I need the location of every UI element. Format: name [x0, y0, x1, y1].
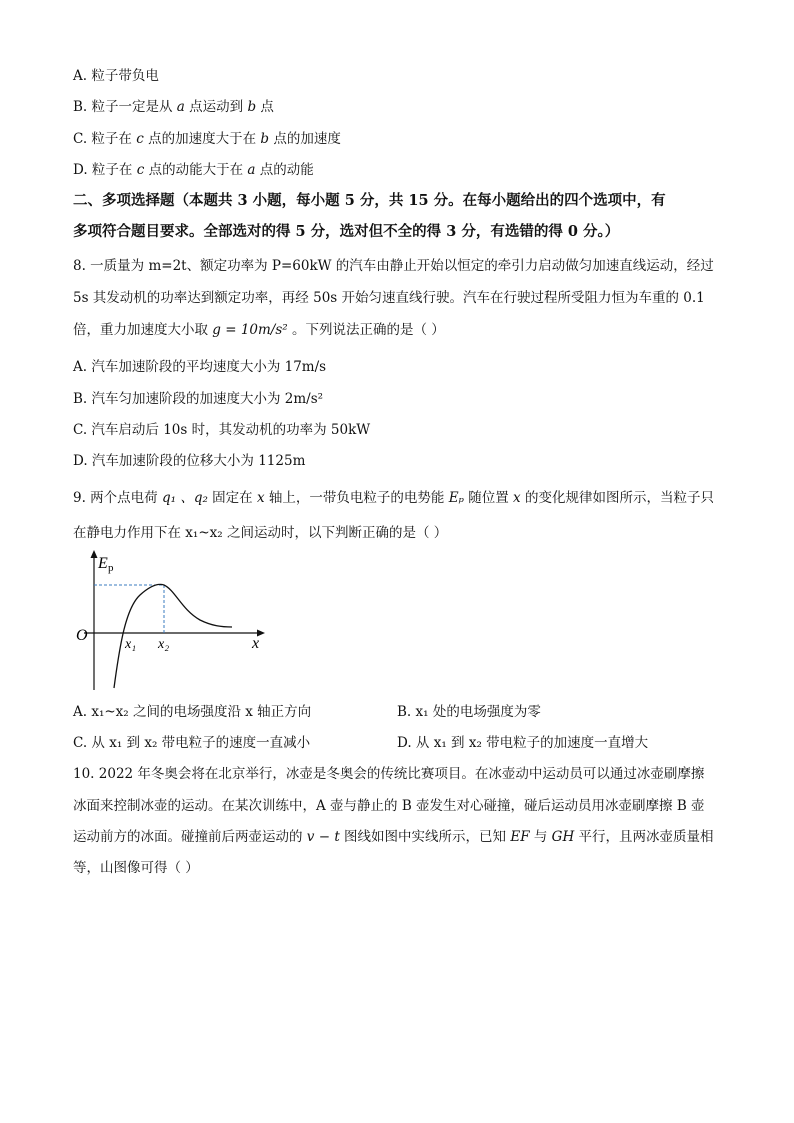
q7-c-b: b	[260, 131, 270, 147]
origin-label: O	[76, 627, 88, 644]
q9-l1-mid2: 轴上，一带负电粒子的电势能	[264, 490, 449, 506]
q10-ef: EF	[510, 829, 530, 845]
q9-stem-line1	[73, 489, 714, 507]
q7-c-c: c	[136, 131, 144, 147]
q8-stem-line1: 8. 一质量为 m=2t、额定功率为 P=60kW 的汽车由静止开始以恒定的牵引力启动做匀加速直线运动，经过	[73, 258, 714, 274]
q10-l3-mid2: 与	[529, 829, 552, 845]
q7-c-post: 点的加速度	[269, 131, 341, 147]
q9-stem-line2: 在静电力作用下在 x₁~x₂ 之间运动时，以下判断正确的是（ ）	[73, 525, 448, 541]
q10-stem-line2: 冰面来控制冰壶的运动。在某次训练中，A 壶与静止的 B 壶发生对心碰撞，碰后运动员用冰壶刷摩擦 B 壶	[73, 798, 705, 814]
ylabel-e: E	[98, 555, 108, 572]
y-axis-arrow	[91, 550, 98, 558]
q7-d-mid: 点的动能大于在	[144, 162, 248, 178]
q9-option-c: C. 从 x₁ 到 x₂ 带电粒子的速度一直减小	[73, 735, 311, 751]
q8-line3-post: 。下列说法正确的是（ ）	[287, 322, 445, 338]
q8-option-b: B. 汽车匀加速阶段的加速度大小为 2m/s²	[73, 391, 324, 407]
q9-l1-post: 的变化规律如图所示，当粒子只	[520, 490, 714, 506]
q8-line3-pre: 倍，重力加速度大小取	[73, 322, 213, 338]
q7-option-c	[73, 130, 341, 148]
q10-l3-mid: 图线如图中实线所示，已知	[339, 829, 511, 845]
q8-gravity-formula: g = 10m/s²	[212, 322, 288, 338]
q9-l1-pre: 9. 两个点电荷	[73, 490, 162, 506]
q7-option-a: A. 粒子带负电	[73, 68, 159, 84]
q9-x2: x	[513, 490, 521, 506]
x2-label: x₂	[158, 637, 170, 652]
q8-stem-line2: 5s 其发动机的功率达到额定功率，再经 50s 开始匀速直线行驶。汽车在行驶过程所受阻力恒为车重的 0.1	[73, 290, 705, 306]
q8-option-d: D. 汽车加速阶段的位移大小为 1125m	[73, 453, 306, 469]
q8-option-c: C. 汽车启动后 10s 时，其发动机的功率为 50kW	[73, 422, 371, 438]
q7-b-pre: B. 粒子一定是从	[73, 99, 177, 115]
q9-option-d: D. 从 x₁ 到 x₂ 带电粒子的加速度一直增大	[397, 735, 649, 751]
q7-d-post: 点的动能	[255, 162, 314, 178]
q10-l3-post: 平行，且两冰壶质量相	[574, 829, 714, 845]
q10-stem-line3	[73, 828, 714, 846]
q7-option-b	[73, 98, 274, 116]
q9-x: x	[256, 490, 265, 506]
q9-charges: q₁ 、q₂	[161, 490, 208, 506]
q10-l3-pre: 运动前方的冰面。碰撞前后两壶运动的	[73, 829, 307, 845]
section2-heading-line1: 二、多项选择题（本题共 3 小题，每小题 5 分，共 15 分。在每小题给出的四个选项中，有	[73, 192, 666, 209]
q10-stem-line1: 10. 2022 年冬奥会将在北京举行，冰壶是冬奥会的传统比赛项目。在冰壶动中运动员可以通过冰壶刷摩擦	[73, 766, 705, 782]
q10-vt: v − t	[306, 829, 340, 845]
q7-d-a: a	[247, 162, 256, 178]
ylabel-sub: p	[108, 562, 114, 574]
q7-b-post: 点	[256, 99, 274, 115]
q9-l1-mid3: 随位置	[463, 490, 514, 506]
section2-heading-line2: 多项符合题目要求。全部选对的得 5 分，选对但不全的得 3 分，有选错的得 0 分。）	[73, 223, 620, 240]
q10-gh: GH	[551, 829, 575, 845]
x1-label: x₁	[125, 637, 137, 652]
q9-ep: Eₚ	[448, 490, 464, 506]
xlabel: x	[252, 635, 260, 652]
q9-l1-mid: 固定在	[207, 490, 257, 506]
q9-option-a: A. x₁~x₂ 之间的电场强度沿 x 轴正方向	[73, 704, 312, 720]
potential-energy-graph	[70, 548, 270, 693]
q7-b-mid: 点运动到	[184, 99, 248, 115]
q7-b-a: a	[176, 99, 185, 115]
q7-c-mid: 点的加速度大于在	[143, 131, 261, 147]
q10-stem-line4: 等，山图像可得（ ）	[73, 860, 199, 876]
q7-option-d	[73, 161, 314, 179]
q8-stem-line3	[73, 321, 445, 339]
q9-option-b: B. x₁ 处的电场强度为零	[397, 704, 541, 720]
q7-b-b: b	[247, 99, 257, 115]
q8-option-a: A. 汽车加速阶段的平均速度大小为 17m/s	[73, 359, 327, 375]
q7-c-pre: C. 粒子在	[73, 131, 137, 147]
q7-d-pre: D. 粒子在	[73, 162, 137, 178]
q7-d-c: c	[136, 162, 145, 178]
